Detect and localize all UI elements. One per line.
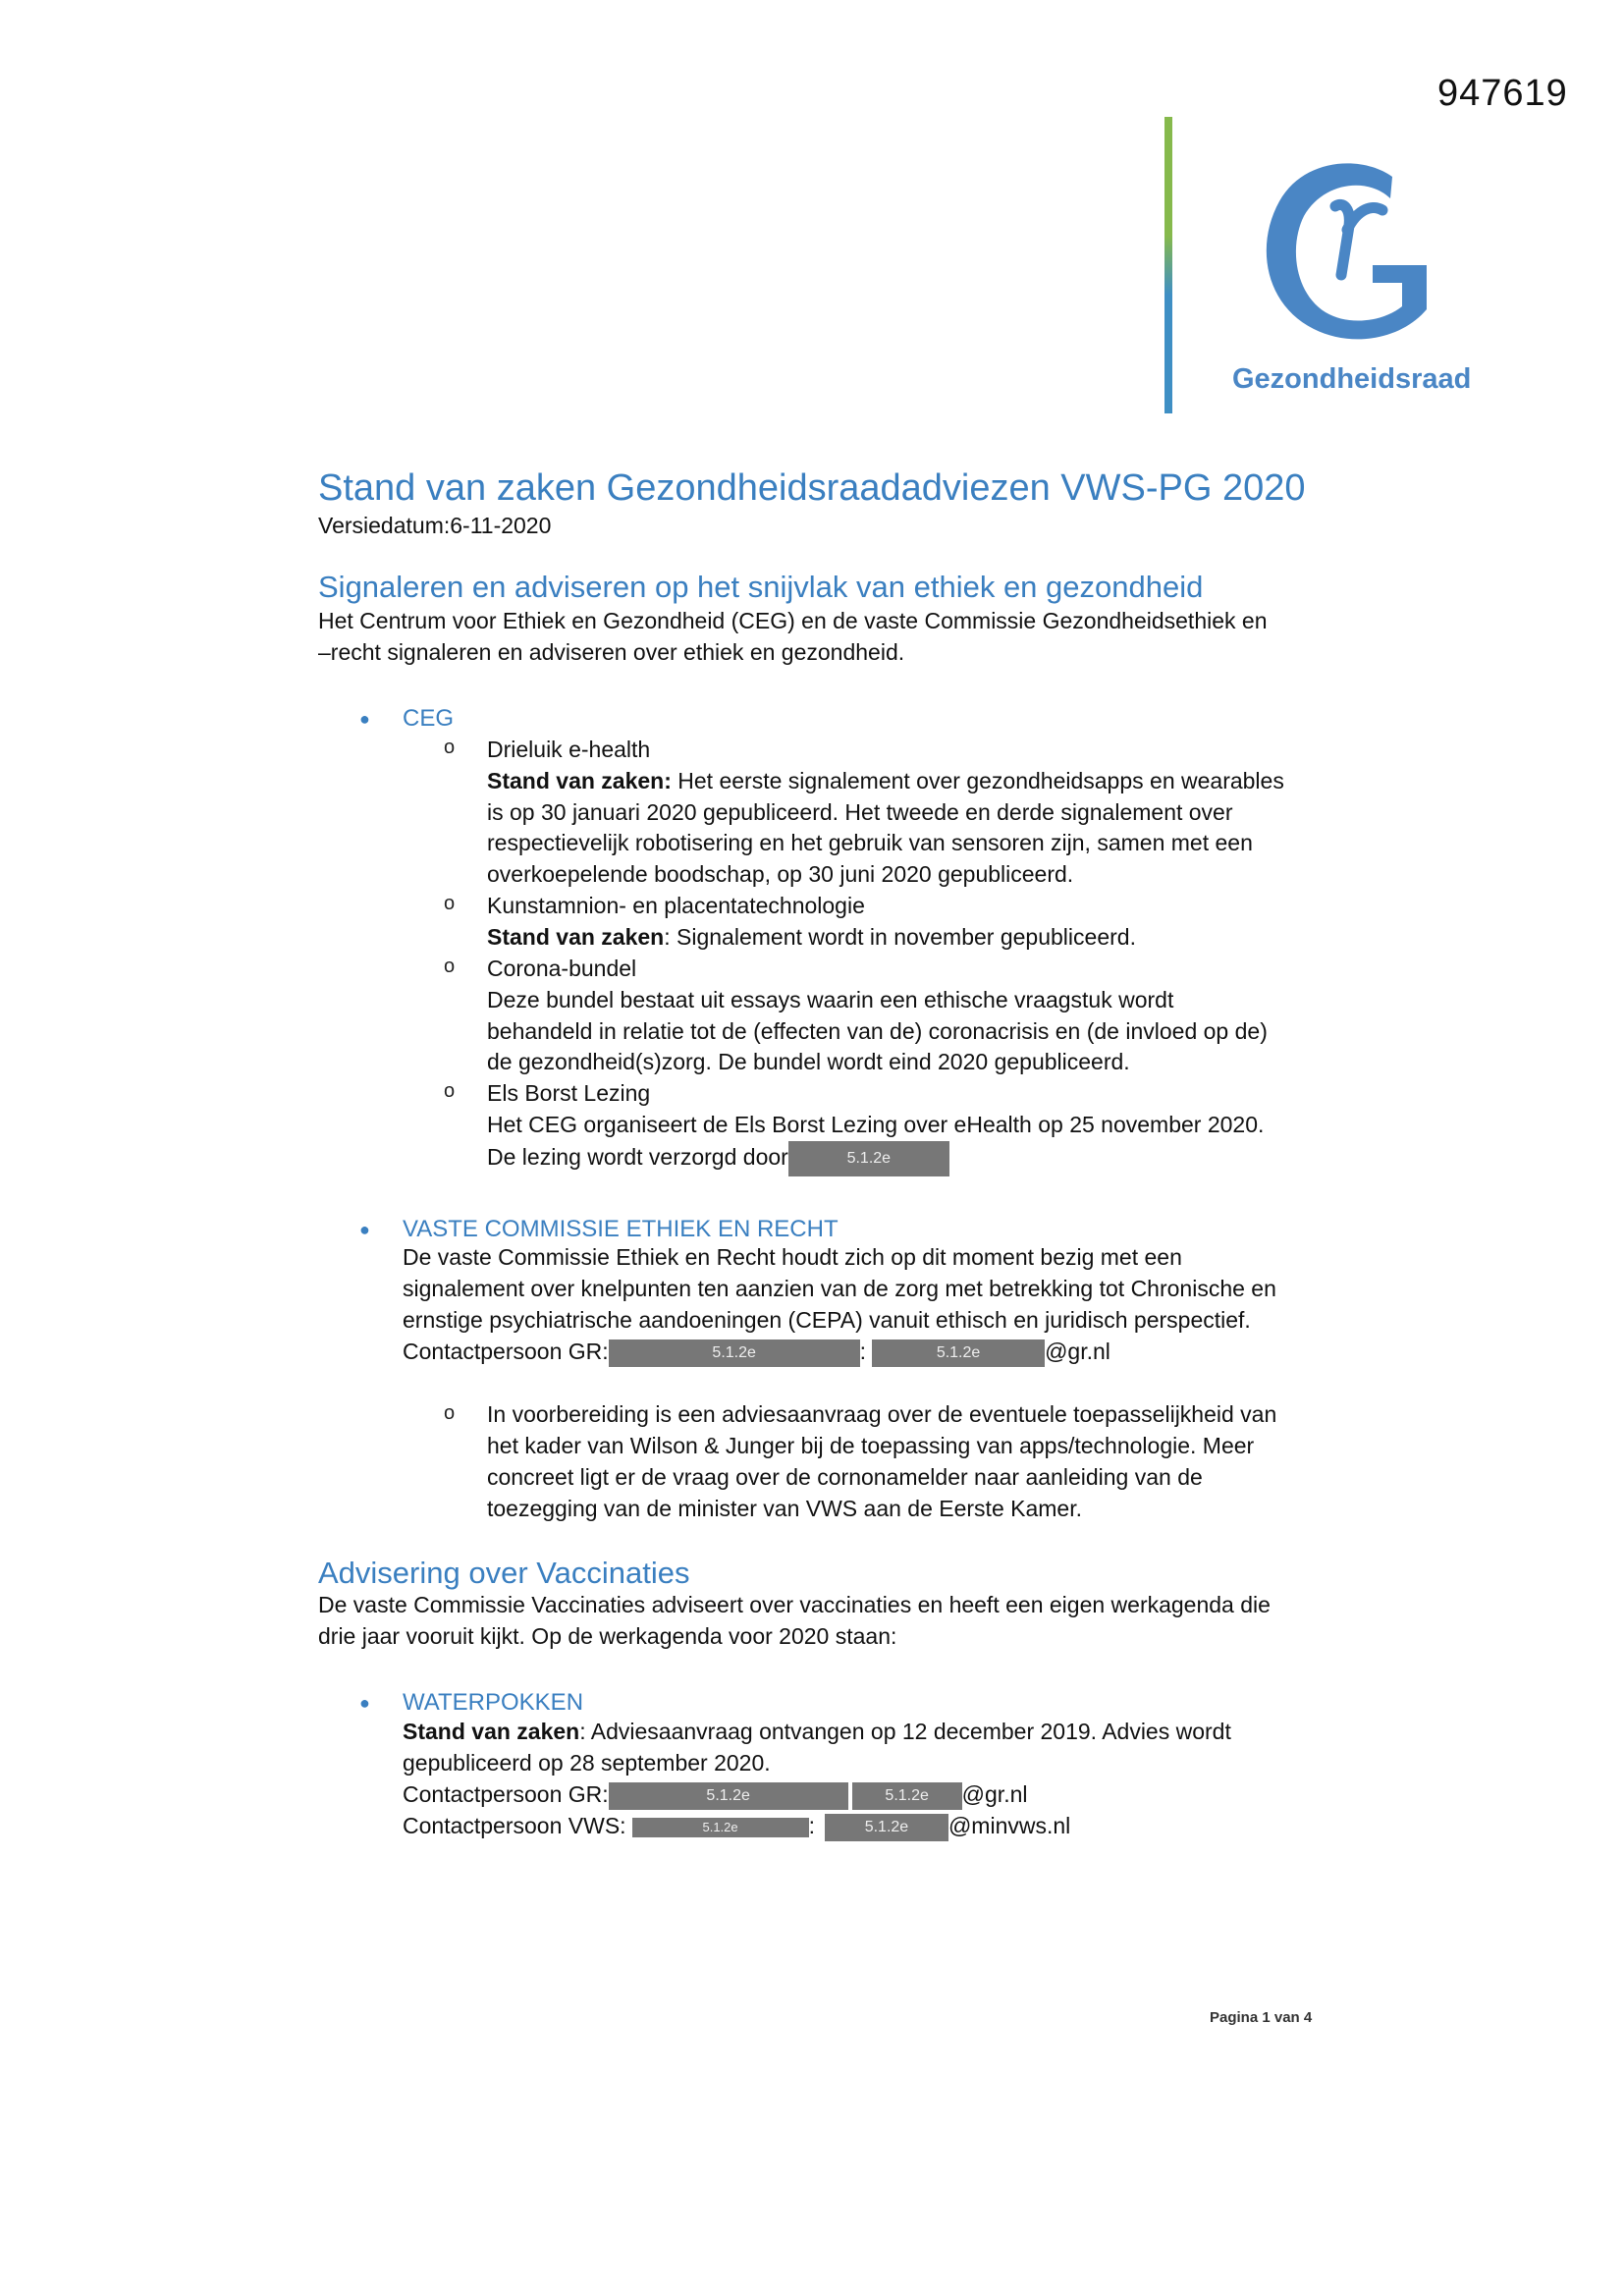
- gezondheidsraad-logo-icon: [1245, 147, 1451, 354]
- item-line: de gezondheid(s)zorg. De bundel wordt eind 2020 gepubliceerd.: [487, 1049, 1130, 1074]
- item-line: behandeld in relatie tot de (effecten van de) coronacrisis en (de invloed op de): [487, 1018, 1268, 1044]
- redaction-box: 5.1.2e: [852, 1782, 962, 1810]
- status-text: : Adviesaanvraag ontvangen op 12 december 2019. Advies wordt: [579, 1719, 1231, 1744]
- page-footer: Pagina 1 van 4: [1210, 2009, 1313, 2026]
- redaction-box: 5.1.2e: [825, 1814, 948, 1841]
- item-line: respectievelijk robotisering en het gebruik van sensoren zijn, samen met een: [487, 830, 1253, 855]
- bullet-heading-vaste-commissie: VASTE COMMISSIE ETHIEK EN RECHT: [403, 1216, 839, 1242]
- email-suffix: @gr.nl: [961, 1781, 1028, 1807]
- speaker-prefix: De lezing wordt verzorgd door: [487, 1144, 788, 1171]
- sub-bullet-icon: o: [444, 737, 456, 758]
- item-line: Het CEG organiseert de Els Borst Lezing over eHealth op 25 november 2020.: [487, 1112, 1265, 1137]
- bullet-heading-waterpokken: WATERPOKKEN: [403, 1689, 584, 1716]
- status-label: Stand van zaken: [403, 1719, 580, 1744]
- section-intro-line: drie jaar vooruit kijkt. Op de werkagenda voor 2020 staan:: [318, 1623, 897, 1649]
- logo-text: Gezondheidsraad: [1232, 363, 1472, 395]
- version-date: Versiedatum:6-11-2020: [318, 513, 552, 538]
- section-intro-line: De vaste Commissie Vaccinaties adviseert over vaccinaties en heeft een eigen werkagenda die: [318, 1592, 1271, 1617]
- email-suffix: @gr.nl: [1045, 1339, 1110, 1364]
- contact-line-gr: [403, 1779, 1028, 1811]
- item-line: Deze bundel bestaat uit essays waarin een ethische vraagstuk wordt: [487, 987, 1174, 1012]
- item-line: het kader van Wilson & Junger bij de toepassing van apps/technologie. Meer: [487, 1433, 1255, 1458]
- sub-bullet-icon: o: [444, 893, 456, 914]
- email-suffix: @minvws.nl: [947, 1813, 1071, 1838]
- item-title: Drieluik e-health: [487, 737, 651, 762]
- item-title: Corona-bundel: [487, 956, 637, 981]
- status-line: [487, 766, 1284, 797]
- bullet-icon: ●: [359, 1220, 370, 1239]
- contact-label: Contactpersoon GR:: [403, 1781, 609, 1807]
- logo-divider-bar: [1164, 117, 1172, 413]
- sub-bullet-icon: o: [444, 1080, 456, 1102]
- section-intro-line: Het Centrum voor Ethiek en Gezondheid (CEG) en de vaste Commissie Gezondheidsethiek en: [318, 608, 1268, 633]
- document-number: 947619: [1437, 73, 1568, 114]
- status-text: Het eerste signalement over gezondheidsapps en wearables: [671, 768, 1284, 793]
- contact-colon: :: [859, 1339, 867, 1364]
- page-title: Stand van zaken Gezondheidsraadadviezen VWS-PG 2020: [318, 467, 1306, 509]
- section-heading-ethics: Signaleren en adviseren op het snijvlak van ethiek en gezondheid: [318, 570, 1204, 604]
- item-line: is op 30 januari 2020 gepubliceerd. Het tweede en derde signalement over: [487, 799, 1233, 825]
- sub-bullet-icon: o: [444, 956, 456, 977]
- status-text: : Signalement wordt in november gepubliceerd.: [664, 924, 1136, 950]
- paragraph-line: signalement over knelpunten ten aanzien van de zorg met betrekking tot Chronische en: [403, 1276, 1276, 1301]
- redaction-box: 5.1.2e: [609, 1339, 860, 1367]
- paragraph-line: ernstige psychiatrische aandoeningen (CEPA) vanuit ethisch en juridisch perspectief.: [403, 1307, 1251, 1333]
- status-label: Stand van zaken: [487, 924, 665, 950]
- contact-line-vws: [403, 1811, 1070, 1842]
- contact-label: Contactpersoon GR:: [403, 1339, 609, 1364]
- contact-label: Contactpersoon VWS:: [403, 1813, 626, 1838]
- bullet-heading-ceg: CEG: [403, 705, 455, 732]
- contact-line-gr: [403, 1337, 1110, 1368]
- contact-colon: :: [808, 1813, 815, 1838]
- redaction-box: 5.1.2e: [632, 1818, 809, 1837]
- paragraph-line: gepubliceerd op 28 september 2020.: [403, 1750, 771, 1776]
- item-line: In voorbereiding is een adviesaanvraag over de eventuele toepasselijkheid van: [487, 1401, 1277, 1427]
- speaker-line: [487, 1141, 949, 1176]
- item-title: Els Borst Lezing: [487, 1080, 651, 1106]
- section-heading-vaccinaties: Advisering over Vaccinaties: [318, 1556, 690, 1590]
- redaction-box: 5.1.2e: [788, 1141, 949, 1176]
- redaction-box: 5.1.2e: [609, 1782, 848, 1810]
- item-line: toezegging van de minister van VWS aan de Eerste Kamer.: [487, 1496, 1082, 1521]
- status-line: [403, 1717, 1231, 1748]
- paragraph-line: De vaste Commissie Ethiek en Recht houdt zich op dit moment bezig met een: [403, 1244, 1182, 1270]
- item-line: concreet ligt er de vraag over de cornonamelder naar aanleiding van de: [487, 1464, 1203, 1490]
- redaction-box: 5.1.2e: [872, 1339, 1045, 1367]
- section-intro-line: –recht signaleren en adviseren over ethiek en gezondheid.: [318, 639, 905, 665]
- sub-bullet-icon: o: [444, 1402, 456, 1424]
- bullet-icon: ●: [359, 709, 370, 729]
- item-title: Kunstamnion- en placentatechnologie: [487, 893, 865, 918]
- bullet-icon: ●: [359, 1693, 370, 1713]
- item-line: overkoepelende boodschap, op 30 juni 2020 gepubliceerd.: [487, 861, 1074, 887]
- status-line: [487, 922, 1136, 954]
- status-label: Stand van zaken:: [487, 768, 672, 793]
